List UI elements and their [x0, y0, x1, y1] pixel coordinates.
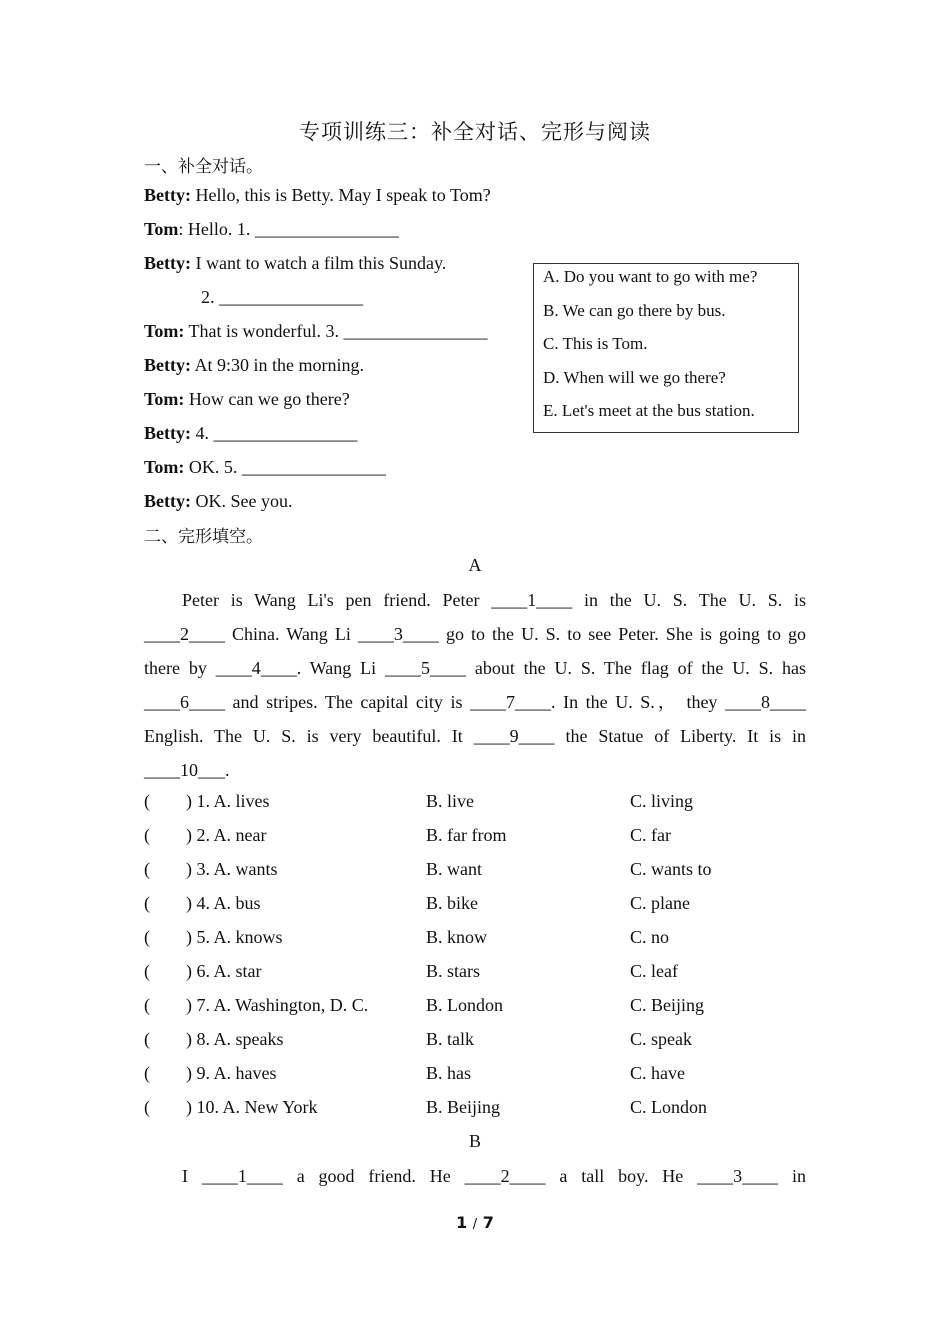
question-row [144, 1063, 806, 1097]
dialogue-text: 2. [201, 287, 219, 307]
passage-text: a tall boy. He [545, 1166, 698, 1186]
option-c: C. This is Tom. [543, 334, 648, 353]
answer-paren[interactable]: ( [144, 825, 150, 845]
option-b-text: B. stars [426, 961, 480, 981]
option-c-text: C. wants to [630, 859, 712, 879]
speaker-name: Betty: [144, 355, 191, 375]
dialogue-line [201, 287, 363, 308]
cloze-blank[interactable]: ____7____ [470, 692, 552, 712]
passage-text: English. The U. S. is very beautiful. It [144, 726, 474, 746]
option-b-text: B. want [426, 859, 482, 879]
answer-paren[interactable]: ( [144, 961, 150, 981]
dialogue-line [144, 389, 350, 410]
passage-a-label: A [468, 555, 482, 575]
passage-text: I [182, 1166, 202, 1186]
section-heading-cloze: 二、完形填空。 [144, 527, 263, 547]
cloze-blank[interactable]: ____1____ [491, 590, 573, 610]
speaker-name: Tom: [144, 389, 185, 409]
answer-blank[interactable]: ________________ [343, 321, 488, 341]
speaker-name: Tom [144, 219, 179, 239]
question-row [144, 927, 806, 961]
answer-paren[interactable]: ( [144, 893, 150, 913]
passage-text: and stripes. The capital city is [225, 692, 471, 712]
dialogue-line [144, 423, 357, 444]
passage-a-line [182, 583, 806, 617]
speaker-name: Betty: [144, 423, 191, 443]
option-b: B. We can go there by bus. [543, 300, 726, 320]
option-a-text: ) 4. A. bus [186, 893, 261, 913]
answer-paren[interactable]: ( [144, 1097, 150, 1117]
answer-blank[interactable]: ________________ [219, 287, 363, 307]
answer-paren[interactable]: ( [144, 1029, 150, 1049]
option-a-text: ) 8. A. speaks [186, 1029, 284, 1049]
option-b-text: B. know [426, 927, 488, 947]
answer-blank[interactable]: ________________ [254, 219, 399, 239]
question-row [144, 1029, 806, 1063]
passage-text: Peter is Wang Li's pen friend. Peter [182, 590, 492, 610]
passage-text: China. Wang Li [225, 624, 358, 644]
page-total: 7 [482, 1213, 494, 1232]
option-b-text: B. far from [426, 825, 507, 845]
passage-text: about the U. S. The flag of the U. S. has [465, 658, 806, 678]
page-separator: / [472, 1217, 478, 1232]
passage-text: there by [144, 658, 216, 678]
cloze-blank[interactable]: ____4____ [215, 658, 297, 678]
page-footer [0, 1213, 950, 1232]
option-b-text: B. live [426, 791, 474, 811]
passage-text: in the U. S. The U. S. is [572, 590, 806, 610]
cloze-blank[interactable]: ____3____ [697, 1166, 779, 1186]
option-a-text: ) 3. A. wants [186, 859, 278, 879]
option-d: D. When will we go there? [543, 367, 726, 387]
option-a: A. Do you want to go with me? [543, 267, 758, 286]
speaker-name: Betty: [144, 253, 191, 273]
dialogue-text: How can we go there? [184, 389, 350, 409]
page-title: 专项训练三：补全对话、完形与阅读 [299, 120, 651, 144]
dialogue-text: OK. See you. [190, 491, 293, 511]
question-row [144, 825, 806, 859]
passage-text: a good friend. He [282, 1166, 465, 1186]
option-b-text: B. bike [426, 893, 478, 913]
option-c-text: C. Beijing [630, 995, 705, 1015]
dialogue-text: OK. 5. [184, 457, 242, 477]
option-b-text: B. Beijing [426, 1097, 501, 1117]
passage-text: . In the U. S.， they [551, 692, 725, 712]
passage-b-label: B [468, 1131, 481, 1151]
option-c-text: C. London [630, 1097, 708, 1117]
passage-text: in [778, 1166, 806, 1186]
speaker-name: Tom: [144, 321, 185, 341]
cloze-blank[interactable]: ____1____ [201, 1166, 283, 1186]
speaker-name: Betty: [144, 185, 191, 205]
cloze-blank[interactable]: ____3____ [357, 624, 439, 644]
question-row [144, 791, 806, 825]
option-b-text: B. London [426, 995, 504, 1015]
question-row [144, 995, 806, 1029]
passage-text: . Wang Li [296, 658, 385, 678]
option-a-text: ) 9. A. haves [186, 1063, 277, 1083]
option-c-text: C. have [630, 1063, 685, 1083]
question-row [144, 859, 806, 893]
option-c-text: C. no [630, 927, 670, 947]
answer-blank[interactable]: ________________ [241, 457, 386, 477]
option-c-text: C. leaf [630, 961, 678, 981]
option-c-text: C. far [630, 825, 671, 845]
passage-b-line [182, 1159, 806, 1193]
answer-blank[interactable]: ________________ [213, 423, 358, 443]
question-row [144, 1097, 806, 1131]
question-row [144, 961, 806, 995]
option-a-text: ) 6. A. star [186, 961, 262, 981]
passage-a-line [144, 651, 806, 685]
option-b-text: B. talk [426, 1029, 474, 1049]
cloze-blank[interactable]: ____2____ [144, 624, 225, 644]
passage-a-line [144, 719, 806, 753]
dialogue-text: 4. [190, 423, 214, 443]
passage-text: go to the U. S. to see Peter. She is going to go [438, 624, 806, 644]
option-a-text: ) 5. A. knows [186, 927, 283, 947]
option-a-text: ) 1. A. lives [186, 791, 270, 811]
cloze-blank[interactable]: ____5____ [384, 658, 466, 678]
dialogue-line [144, 355, 364, 376]
dialogue-text: I want to watch a film this Sunday. [190, 253, 447, 273]
cloze-blank[interactable]: ____9____ [473, 726, 555, 746]
cloze-blank[interactable]: ____10___ [144, 760, 225, 780]
cloze-blank[interactable]: ____2____ [464, 1166, 546, 1186]
option-b-text: B. has [426, 1063, 471, 1083]
options-box [533, 263, 799, 433]
option-a-text: ) 10. A. New York [186, 1097, 318, 1117]
dialogue-line [144, 457, 386, 478]
passage-a-line [144, 685, 806, 719]
section-heading-dialogue: 一、补全对话。 [144, 157, 263, 177]
page-number: 1 [456, 1213, 468, 1232]
dialogue-text: Hello, this is Betty. May I speak to Tom? [190, 185, 491, 205]
answer-paren[interactable]: ( [144, 1063, 150, 1083]
answer-paren[interactable]: ( [144, 859, 150, 879]
passage-text: the Statue of Liberty. It is in [554, 726, 806, 746]
dialogue-text: : Hello. 1. [178, 219, 255, 239]
cloze-blank[interactable]: ____8____ [725, 692, 806, 712]
dialogue-line [144, 491, 292, 512]
option-a-text: ) 7. A. Washington, D. C. [186, 995, 369, 1015]
answer-paren[interactable]: ( [144, 927, 150, 947]
passage-a-line [144, 617, 806, 651]
option-c-text: C. plane [630, 893, 690, 913]
speaker-name: Tom: [144, 457, 185, 477]
dialogue-line [144, 219, 399, 240]
option-c-text: C. speak [630, 1029, 692, 1049]
option-e: E. Let's meet at the bus station. [543, 401, 755, 420]
passage-text: . [225, 760, 230, 780]
dialogue-line [144, 185, 491, 206]
dialogue-line [144, 321, 488, 342]
speaker-name: Betty: [144, 491, 191, 511]
passage-a-line [144, 753, 806, 787]
dialogue-text: At 9:30 in the morning. [190, 355, 364, 375]
question-row [144, 893, 806, 927]
answer-paren[interactable]: ( [144, 791, 150, 811]
dialogue-text: That is wonderful. 3. [184, 321, 344, 341]
dialogue-line [144, 253, 446, 274]
option-c-text: C. living [630, 791, 694, 811]
answer-paren[interactable]: ( [144, 995, 150, 1015]
option-a-text: ) 2. A. near [186, 825, 267, 845]
cloze-blank[interactable]: ____6____ [144, 692, 225, 712]
